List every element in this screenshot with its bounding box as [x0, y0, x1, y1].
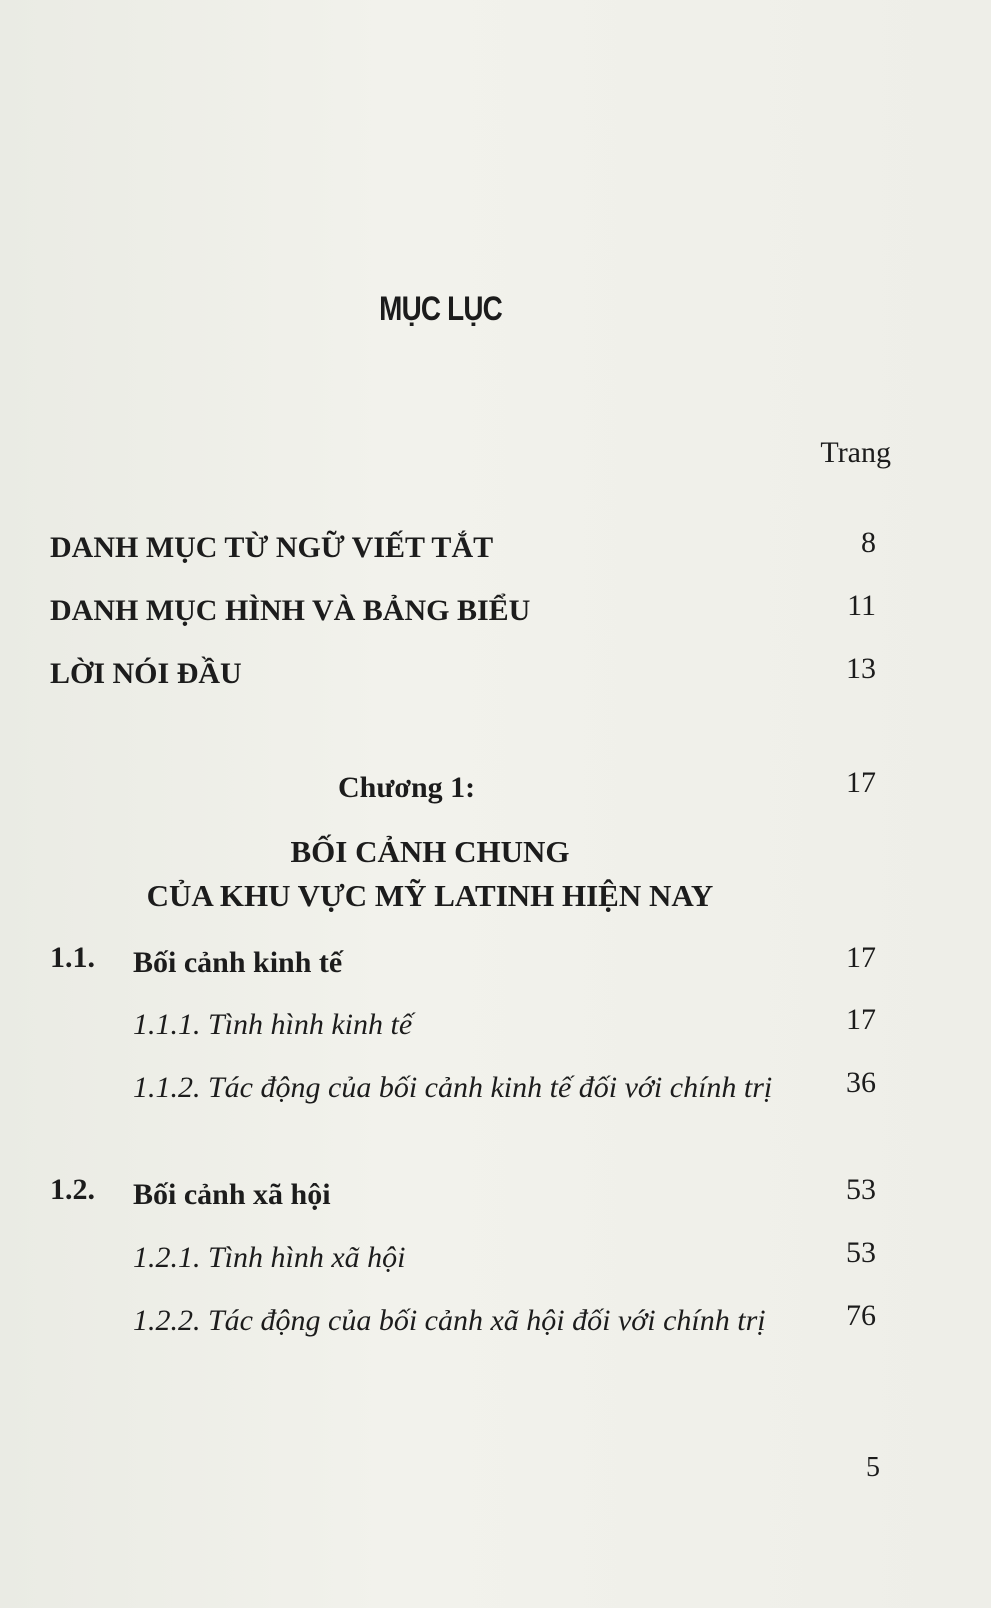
subsection-title: 1.1.1. Tình hình kinh tế — [133, 1008, 413, 1041]
toc-section-1-1 — [50, 941, 876, 985]
subsection-title: 1.2.1. Tình hình xã hội — [133, 1241, 406, 1274]
section-number: 1.1. — [50, 941, 95, 974]
toc-chapter-label-row — [50, 766, 876, 810]
subsection-title: 1.1.2. Tác động của bối cảnh kinh tế đối với chính trị — [133, 1071, 773, 1104]
section-number: 1.2. — [50, 1173, 95, 1206]
subsection-page: 53 — [846, 1236, 876, 1269]
section-page: 17 — [846, 941, 876, 974]
toc-entry-abbreviations — [50, 526, 876, 570]
section-page: 53 — [846, 1173, 876, 1206]
toc-entry-page: 13 — [846, 652, 876, 685]
subsection-title: 1.2.2. Tác động của bối cảnh xã hội đối với chính trị — [133, 1304, 766, 1337]
page-column-label: Trang — [820, 436, 891, 469]
section-title: Bối cảnh xã hội — [133, 1178, 331, 1211]
chapter-title-line2: CỦA KHU VỰC MỸ LATINH HIỆN NAY — [146, 878, 714, 913]
toc-subsection-1-2-1 — [50, 1236, 876, 1280]
toc-entry-figures-tables — [50, 589, 876, 633]
chapter-title-line1: BỐI CẢNH CHUNG — [290, 834, 570, 869]
section-title: Bối cảnh kinh tế — [133, 946, 343, 979]
toc-entry-title: LỜI NÓI ĐẦU — [50, 657, 242, 690]
toc-section-1-2 — [50, 1173, 876, 1217]
toc-subsection-1-2-2 — [50, 1299, 876, 1389]
toc-subsection-1-1-2 — [50, 1066, 876, 1156]
toc-entry-preface — [50, 652, 876, 696]
subsection-page: 17 — [846, 1003, 876, 1036]
chapter-page: 17 — [846, 766, 876, 799]
toc-entry-page: 8 — [861, 526, 876, 559]
page-number: 5 — [866, 1452, 880, 1483]
chapter-label: Chương 1: — [338, 771, 476, 804]
subsection-page: 36 — [846, 1066, 876, 1099]
toc-heading: MỤC LỤC — [379, 290, 502, 328]
toc-subsection-1-1-1 — [50, 1003, 876, 1047]
toc-entry-title: DANH MỤC HÌNH VÀ BẢNG BIỂU — [50, 594, 531, 627]
subsection-page: 76 — [846, 1299, 876, 1332]
toc-entry-page: 11 — [847, 589, 876, 622]
toc-entry-title: DANH MỤC TỪ NGỮ VIẾT TẮT — [50, 531, 494, 564]
